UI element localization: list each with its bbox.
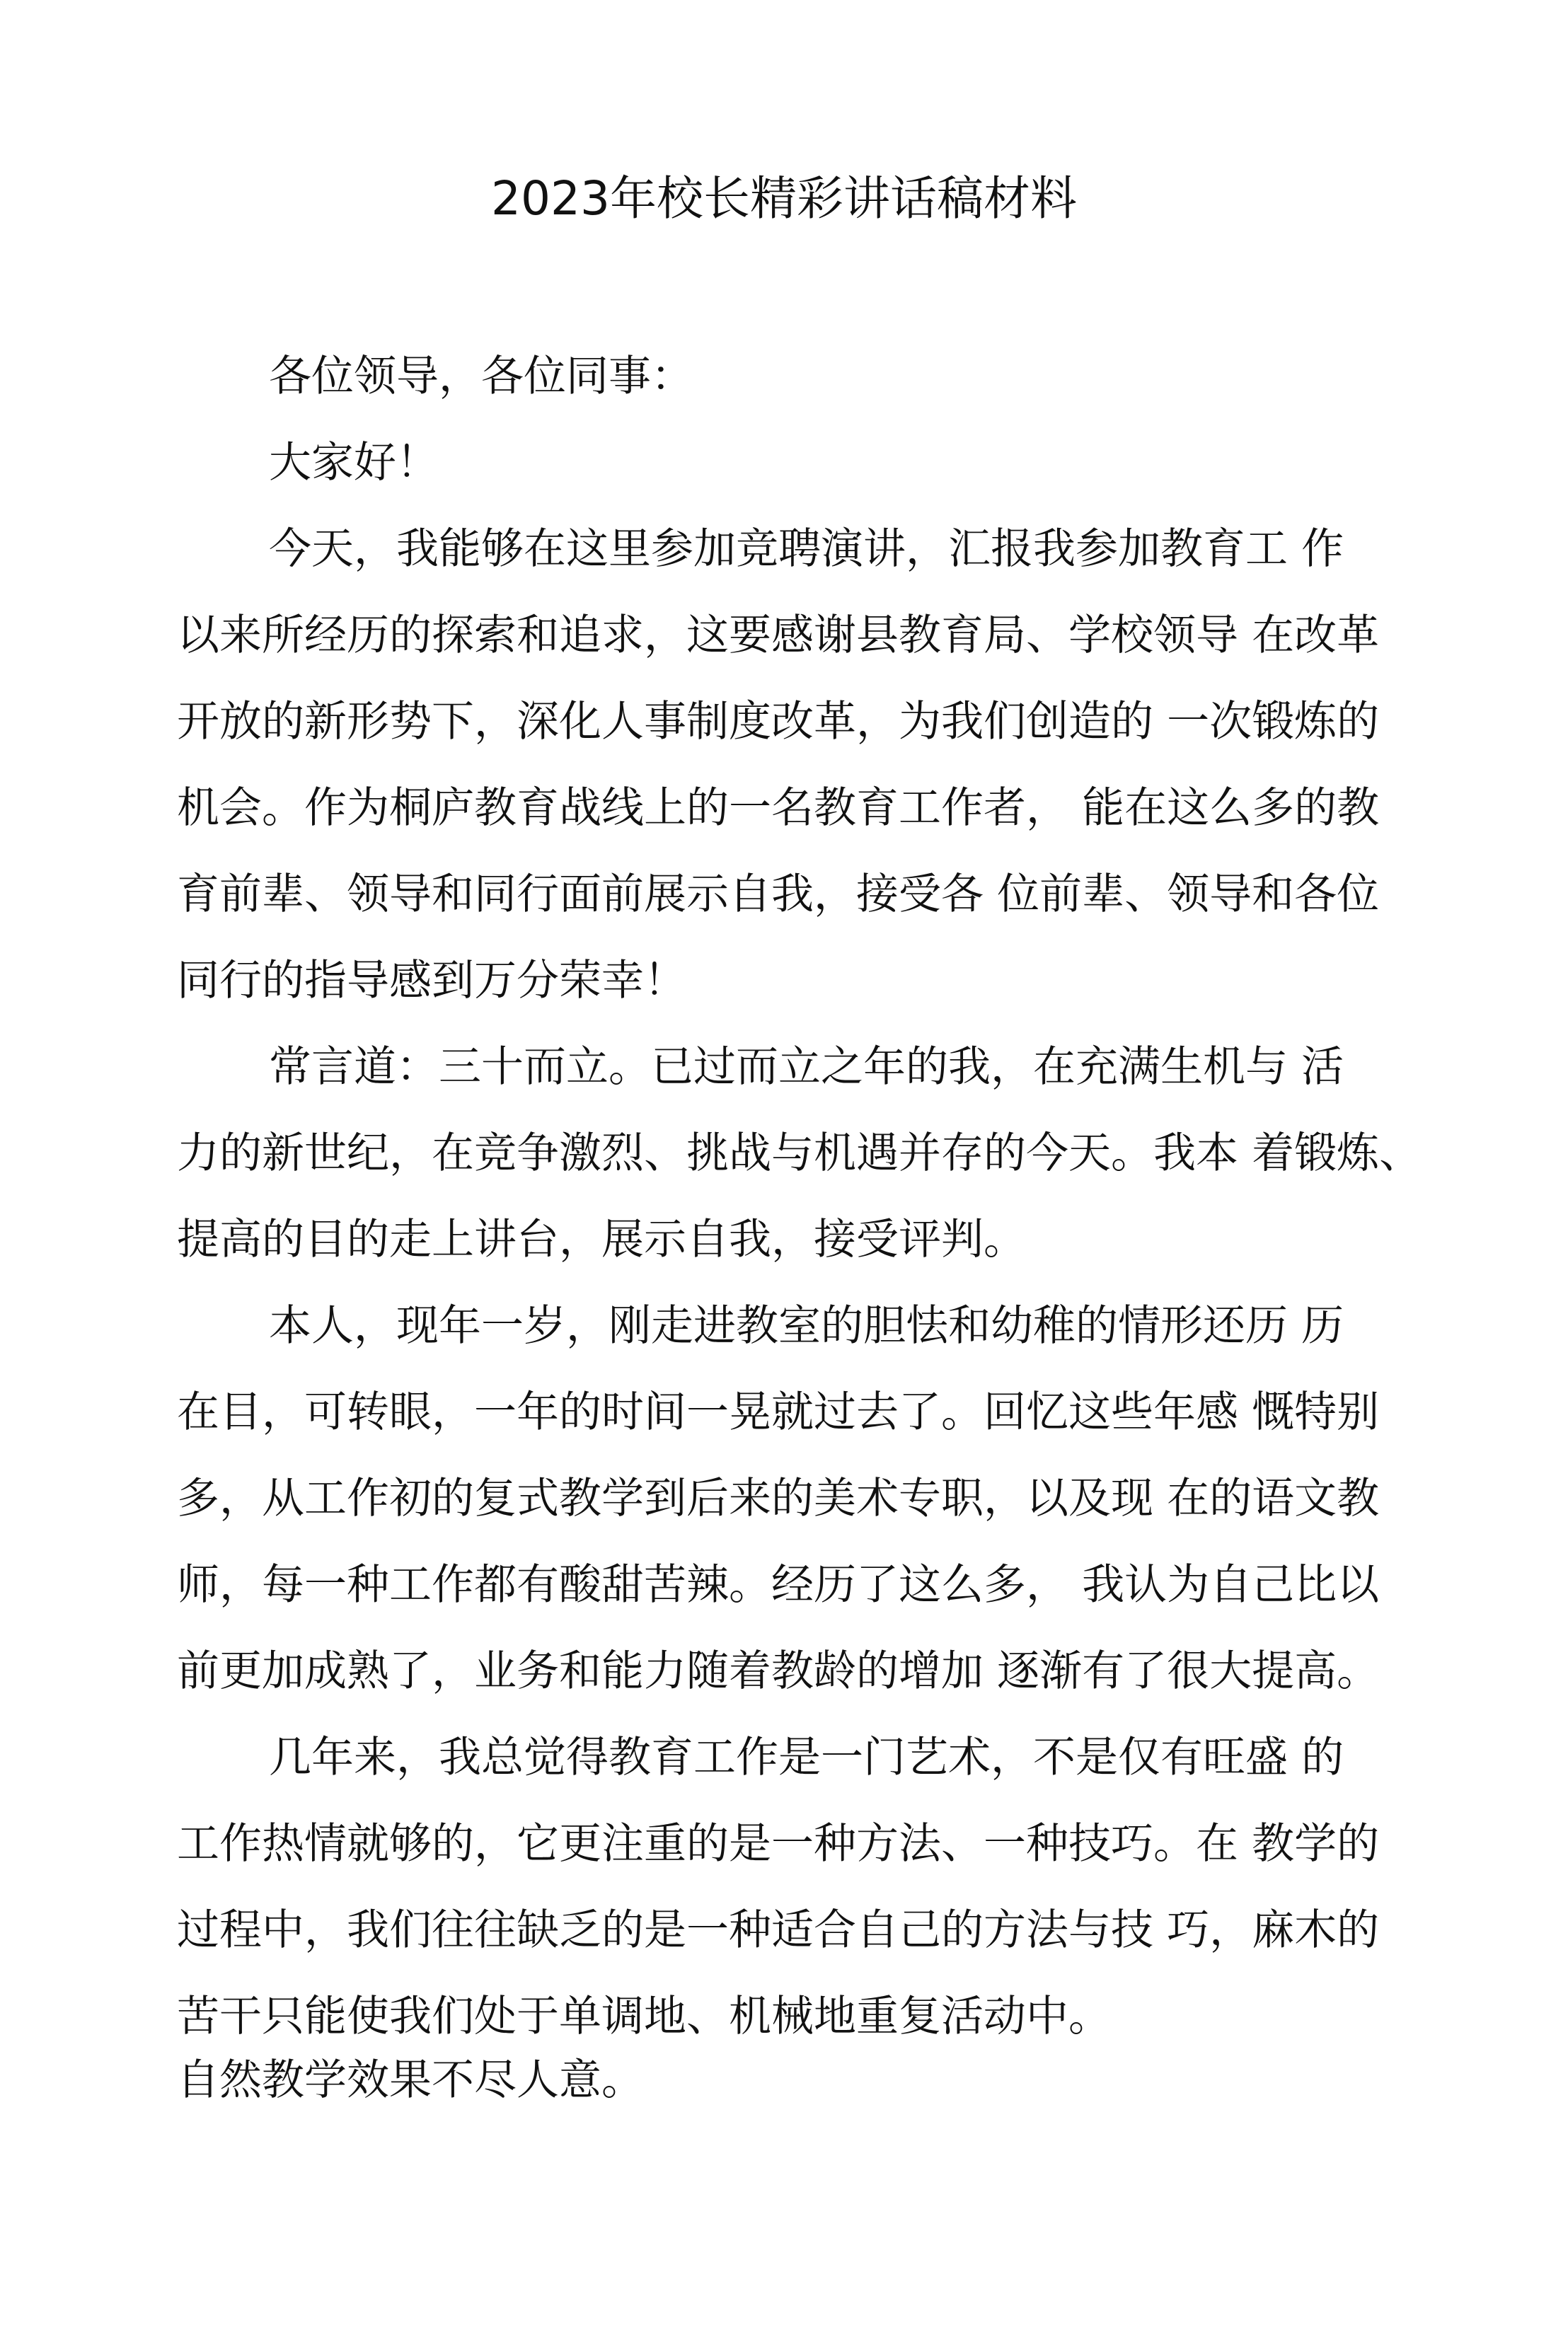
paragraph-1-line: 开放的新形势下，深化人事制度改革，为我们创造的 一次锻炼的 [177, 697, 1380, 746]
paragraph-1-line: 同行的指导感到万分荣幸！ [177, 956, 686, 1005]
paragraph-4-line: 苦干只能使我们处于单调地、机械地重复活动中。 [177, 1992, 1111, 2041]
closing-line: 自然教学效果不尽人意。 [177, 2055, 644, 2105]
paragraph-2-line: 力的新世纪，在竞争激烈、挑战与机遇并存的今天。我本 着锻炼、 [177, 1129, 1422, 1178]
paragraph-1-line: 机会。作为桐庐教育战线上的一名教育工作者， 能在这么多的教 [177, 783, 1380, 833]
paragraph-1-line: 今天，我能够在这里参加竞聘演讲，汇报我参加教育工 作 [269, 524, 1344, 574]
paragraph-3-line: 多，从工作初的复式教学到后来的美术专职，以及现 在的语文教 [177, 1474, 1380, 1523]
hello-line: 大家好！ [269, 438, 439, 487]
paragraph-2-line: 常言道：三十而立。已过而立之年的我，在充满生机与 活 [269, 1042, 1344, 1092]
paragraph-1-line: 育前辈、领导和同行面前展示自我，接受各 位前辈、领导和各位 [177, 870, 1380, 919]
paragraph-3-line: 在目，可转眼，一年的时间一晃就过去了。回忆这些年感 慨特别 [177, 1388, 1380, 1437]
paragraph-3-line: 师，每一种工作都有酸甜苦辣。经历了这么多， 我认为自己比以 [177, 1560, 1380, 1610]
greeting-line: 各位领导，各位同事： [269, 352, 693, 401]
paragraph-4-line: 工作热情就够的，它更注重的是一种方法、一种技巧。在 教学的 [177, 1819, 1380, 1869]
paragraph-3-line: 本人，现年一岁，刚走进教室的胆怯和幼稚的情形还历 历 [269, 1301, 1344, 1351]
paragraph-4-line: 过程中，我们往往缺乏的是一种适合自己的方法与技 巧，麻木的 [177, 1905, 1380, 1955]
document-title: 2023年校长精彩讲话稿材料 [491, 171, 1077, 226]
paragraph-3-line: 前更加成熟了，业务和能力随着教龄的增加 逐渐有了很大提高。 [177, 1646, 1380, 1696]
paragraph-4-line: 几年来，我总觉得教育工作是一门艺术，不是仅有旺盛 的 [269, 1733, 1344, 1782]
paragraph-1-line: 以来所经历的探索和追求，这要感谢县教育局、学校领导 在改革 [177, 611, 1380, 660]
paragraph-2-line: 提高的目的走上讲台，展示自我，接受评判。 [177, 1215, 1026, 1264]
